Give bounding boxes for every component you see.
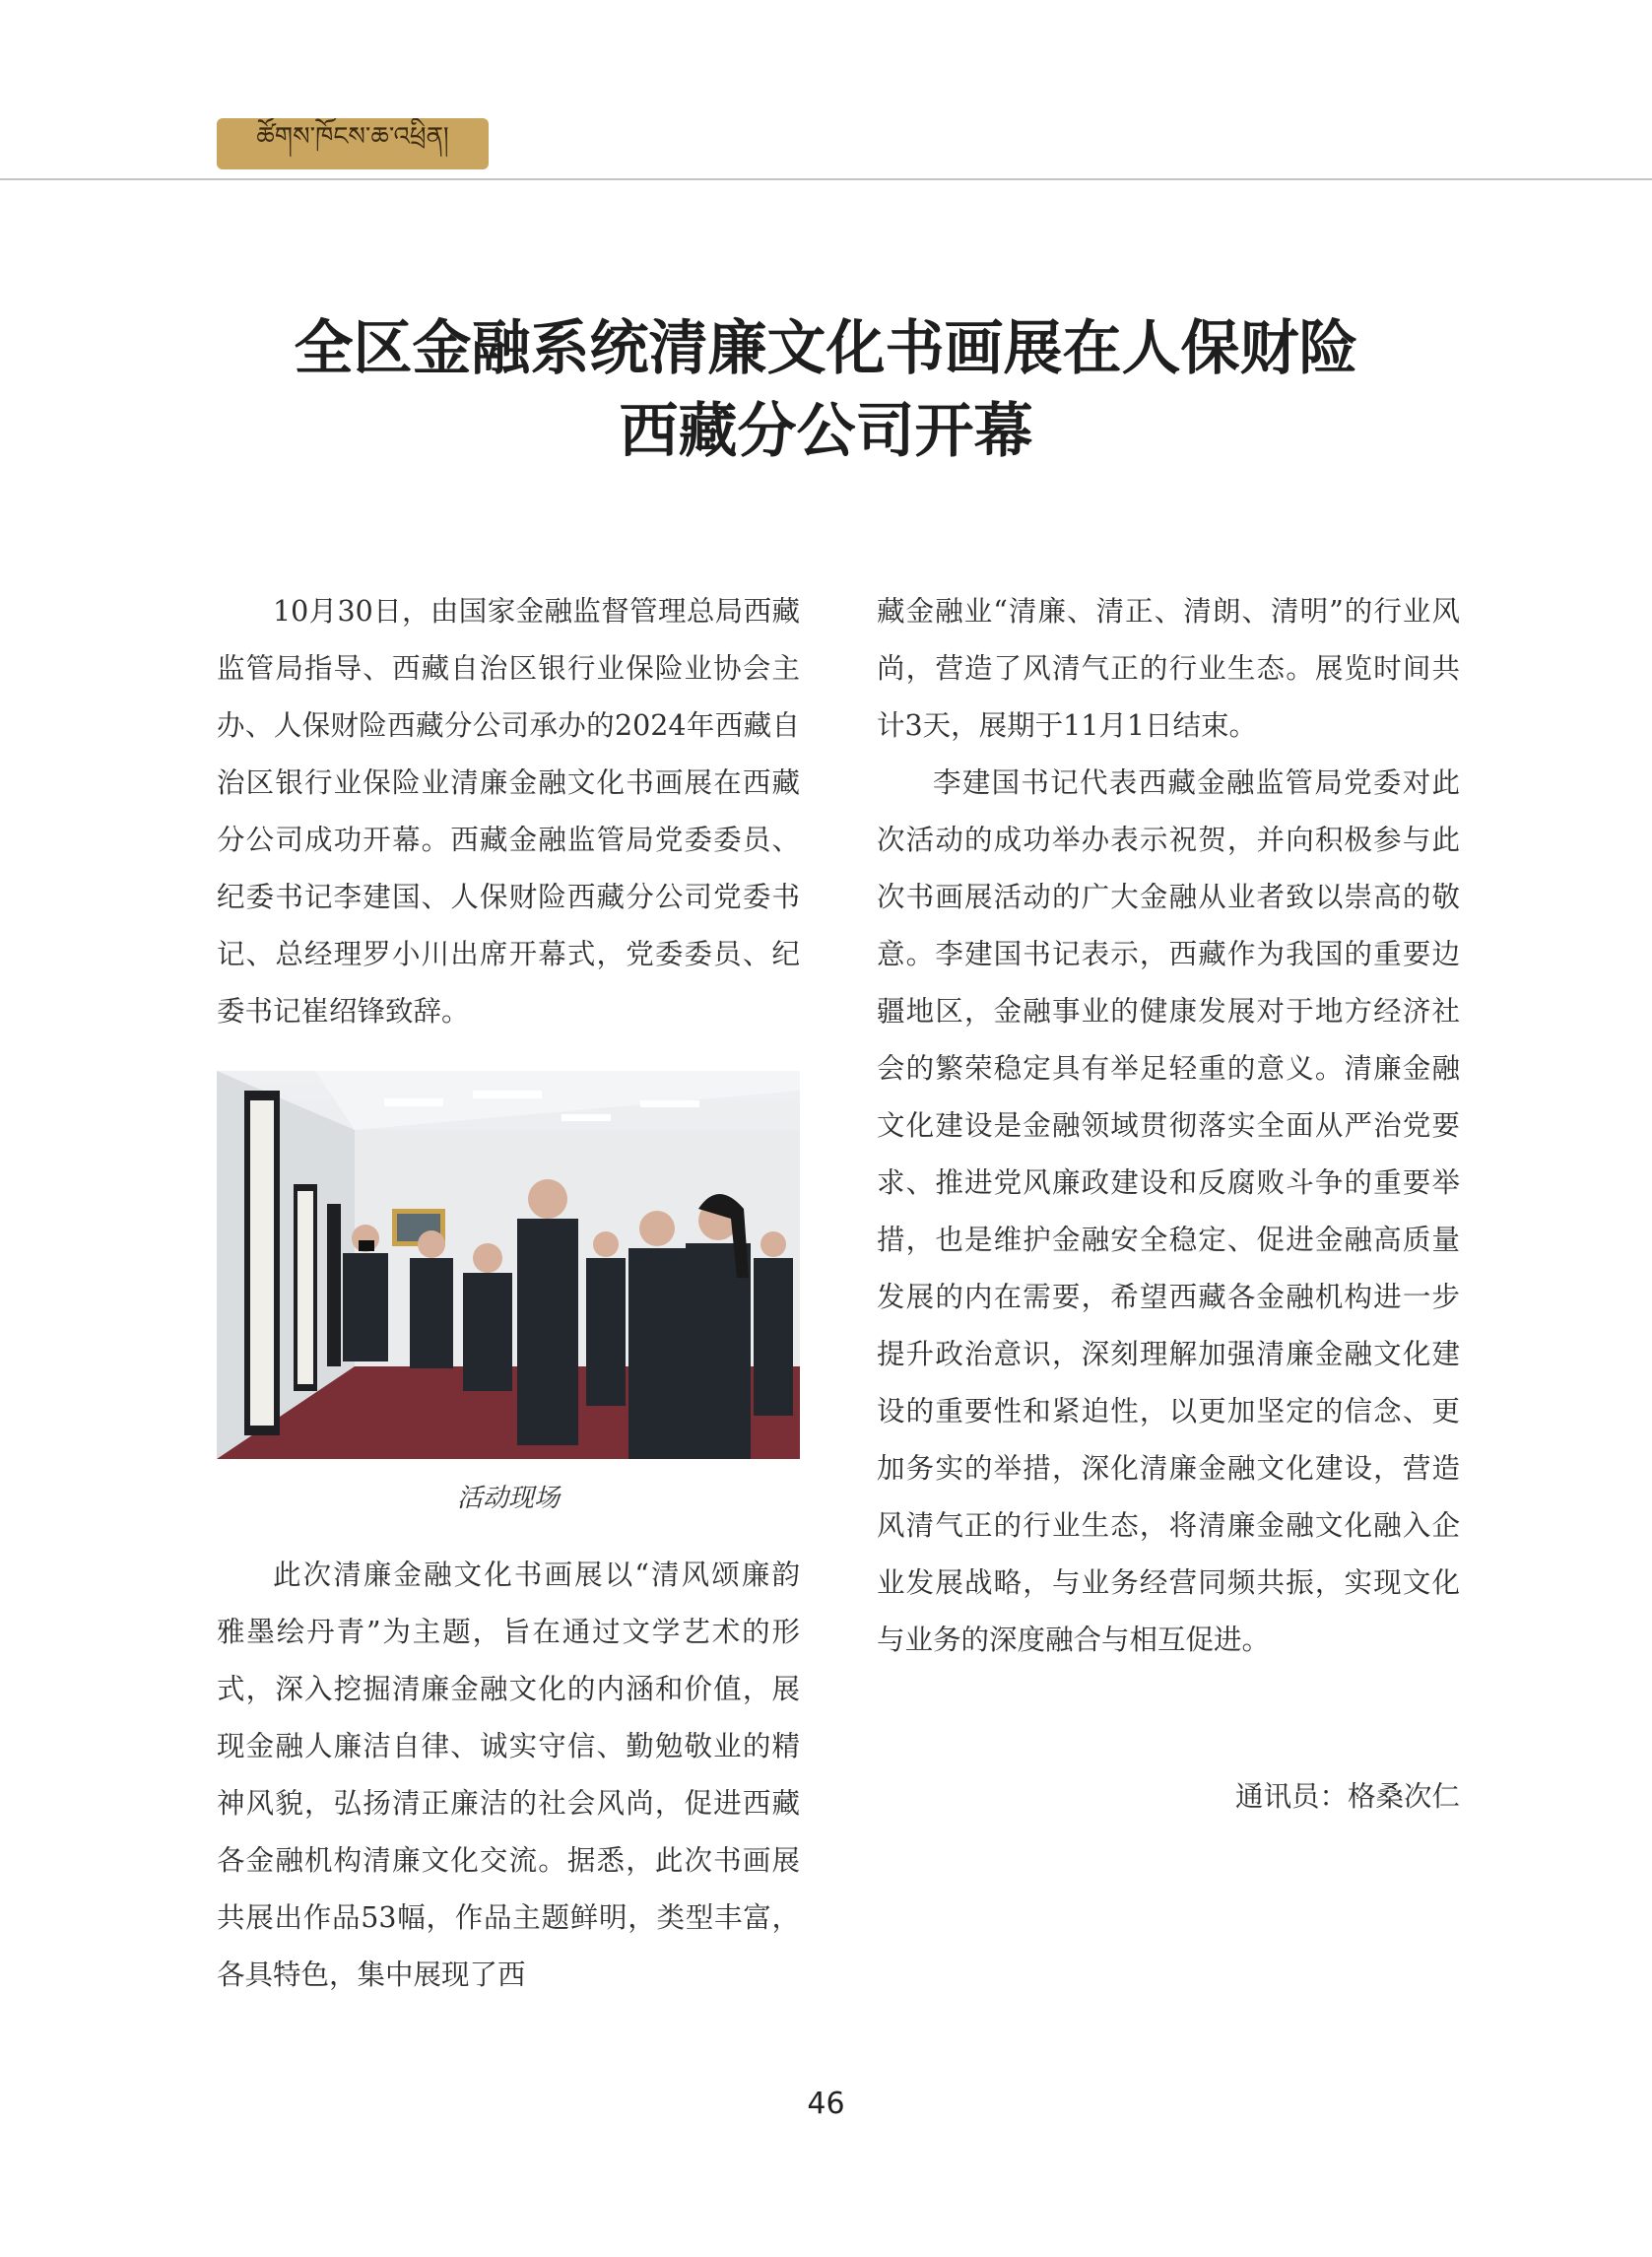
right-column (877, 583, 1460, 1669)
article-title-line1: 全区金融系统清廉文化书画展在人保财险 (294, 314, 1358, 383)
left-column-top (217, 583, 800, 1040)
left-column-bottom (217, 1547, 800, 2004)
event-photo (217, 1071, 800, 1459)
header-rule (0, 178, 1652, 180)
article-title-line2: 西藏分公司开幕 (619, 397, 1033, 466)
article-title (158, 307, 1494, 473)
paragraph: 10月30日，由国家金融监督管理总局西藏监管局指导、西藏自治区银行业保险业协会主办、人保财险西藏分公司承办的2024年西藏自治区银行业保险业清廉金融文化书画展在西藏分公司成功开幕。西藏金融监管局党委委员、纪委书记李建国、人保财险西藏分公司党委书记、总经理罗小川出席开幕式，党委委员、纪委书记崔绍锋致辞。 (217, 595, 800, 1028)
paragraph: 李建国书记代表西藏金融监管局党委对此次活动的成功举办表示祝贺，并向积极参与此次书画展活动的广大金融从业者致以崇高的敬意。李建国书记表示，西藏作为我国的重要边疆地区，金融事业的健康发展对于地方经济社会的繁荣稳定具有举足轻重的意义。清廉金融文化建设是金融领域贯彻落实全面从严治党要求、推进党风廉政建设和反腐败斗争的重要举措，也是维护金融安全稳定、促进金融高质量发展的内在需要，希望西藏各金融机构进一步提升政治意识，深刻理解加强清廉金融文化建设的重要性和紧迫性，以更加坚定的信念、更加务实的举措，深化清廉金融文化建设，营造风清气正的行业生态，将清廉金融文化融入企业发展战略，与业务经营同频共振，实现文化与业务的深度融合与相互促进。 (877, 766, 1460, 1656)
page-number: 46 (807, 2087, 845, 2121)
section-tag (217, 118, 489, 169)
paragraph: 藏金融业“清廉、清正、清朗、清明”的行业风尚，营造了风清气正的行业生态。展览时间共计3天，展期于11月1日结束。 (877, 595, 1460, 742)
byline: 通讯员：格桑次仁 (1234, 1780, 1460, 1813)
photo-caption: 活动现场 (456, 1484, 560, 1513)
section-tag-label: ཚོགས་ཁོངས་ཆ་འཕྲིན། (256, 121, 449, 152)
event-photo-illustration (217, 1071, 800, 1459)
paragraph: 此次清廉金融文化书画展以“清风颂廉韵 雅墨绘丹青”为主题，旨在通过文学艺术的形式，深入挖掘清廉金融文化的内涵和价值，展现金融人廉洁自律、诚实守信、勤勉敬业的精神风貌，弘扬清正廉洁的社会风尚，促进西藏各金融机构清廉文化交流。据悉，此次书画展共展出作品53幅，作品主题鲜明，类型丰富，各具特色，集中展现了西 (217, 1559, 800, 1991)
